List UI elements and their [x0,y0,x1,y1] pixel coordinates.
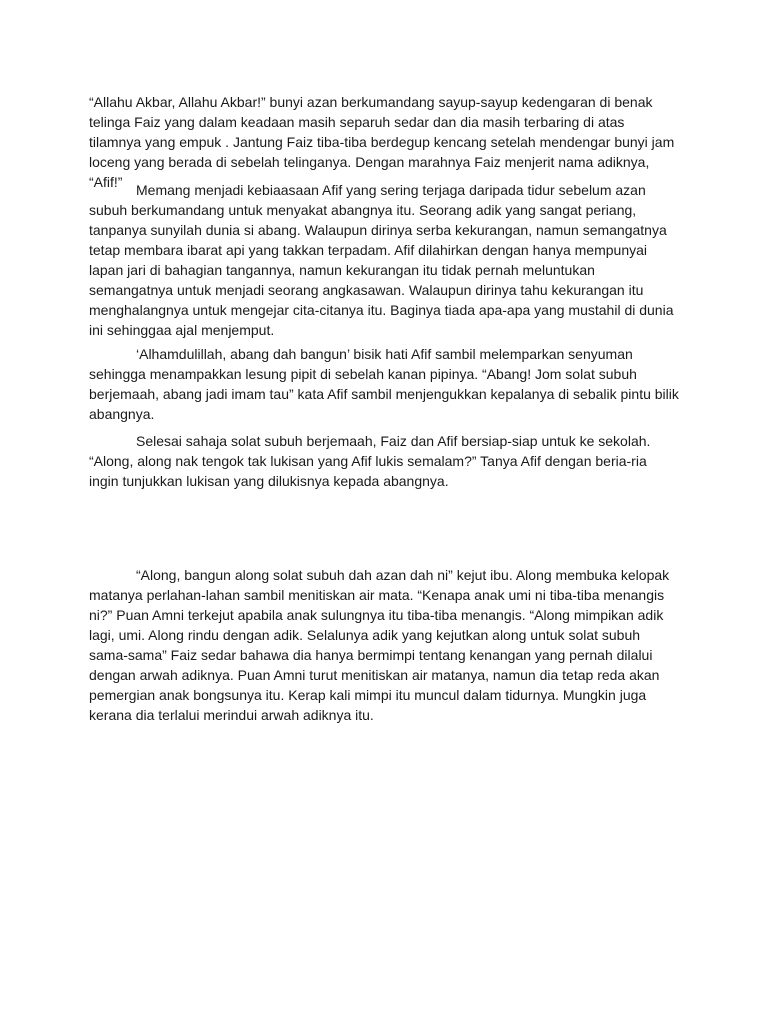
paragraph-2: Memang menjadi kebiaasaan Afif yang sering terjaga daripada tidur sebelum azan subuh berkumandang untuk menyakat abangnya itu. Seorang adik yang sangat periang, tanpanya sunyilah dunia si abang. Walaupun dirinya serba kekurangan, namun semangatnya tetap membara ibarat api yang takkan terpadam. Afif dilahirkan dengan hanya mempunyai lapan jari di bahagian tangannya, namun kekurangan itu tidak pernah meluntukan semangatnya untuk menjadi seorang angkasawan. Walaupun dirinya tahu kekurangan itu menghalangnya untuk mengejar cita-citanya itu. Baginya tiada apa-apa yang mustahil di dunia ini sehinggaa ajal menjemput. [89,182,674,338]
paragraph-5: “Along, bangun along solat subuh dah azan dah ni” kejut ibu. Along membuka kelopak matanya perlahan-lahan sambil menitiskan air mata. “Kenapa anak umi ni tiba-tiba menangis ni?” Puan Amni terkejut apabila anak sulungnya itu tiba-tiba menangis. “Along mimpikan adik lagi, umi. Along rindu dengan adik. Selalunya adik yang kejutkan along untuk solat subuh sama-sama” Faiz sedar bahawa dia hanya bermimpi tentang kenangan yang pernah dilalui dengan arwah adiknya. Puan Amni turut menitiskan air matanya, namun dia tetap reda akan pemergian anak bongsunya itu. Kerap kali mimpi itu muncul dalam tidurnya. Mungkin juga kerana dia terlalui merindui arwah adiknya itu. [89,567,670,723]
paragraph-4: Selesai sahaja solat subuh berjemaah, Faiz dan Afif bersiap-siap untuk ke sekolah. “Along, along nak tengok tak lukisan yang Afif lukis semalam?” Tanya Afif dengan beria-ria ingin tunjukkan lukisan yang dilukisnya kepada abangnya. [89,433,651,489]
paragraph-1: “Allahu Akbar, Allahu Akbar!” bunyi azan berkumandang sayup-sayup kedengaran di benak telinga Faiz yang dalam keadaan masih separuh sedar dan dia masih terbaring di atas tilamnya yang empuk . Jantung Faiz tiba-tiba berdegup kencang setelah mendengar bunyi jam loceng yang berada di sebelah telinganya. Dengan marahnya Faiz menjerit nama adiknya, “Afif!” [89,94,675,190]
paragraph-3: ‘Alhamdulillah, abang dah bangun’ bisik hati Afif sambil melemparkan senyuman sehingga menampakkan lesung pipit di sebelah kanan pipinya. “Abang! Jom solat subuh berjemaah, abang jadi imam tau” kata Afif sambil menjengukkan kepalanya di sebalik pintu bilik abangnya. [89,346,679,422]
